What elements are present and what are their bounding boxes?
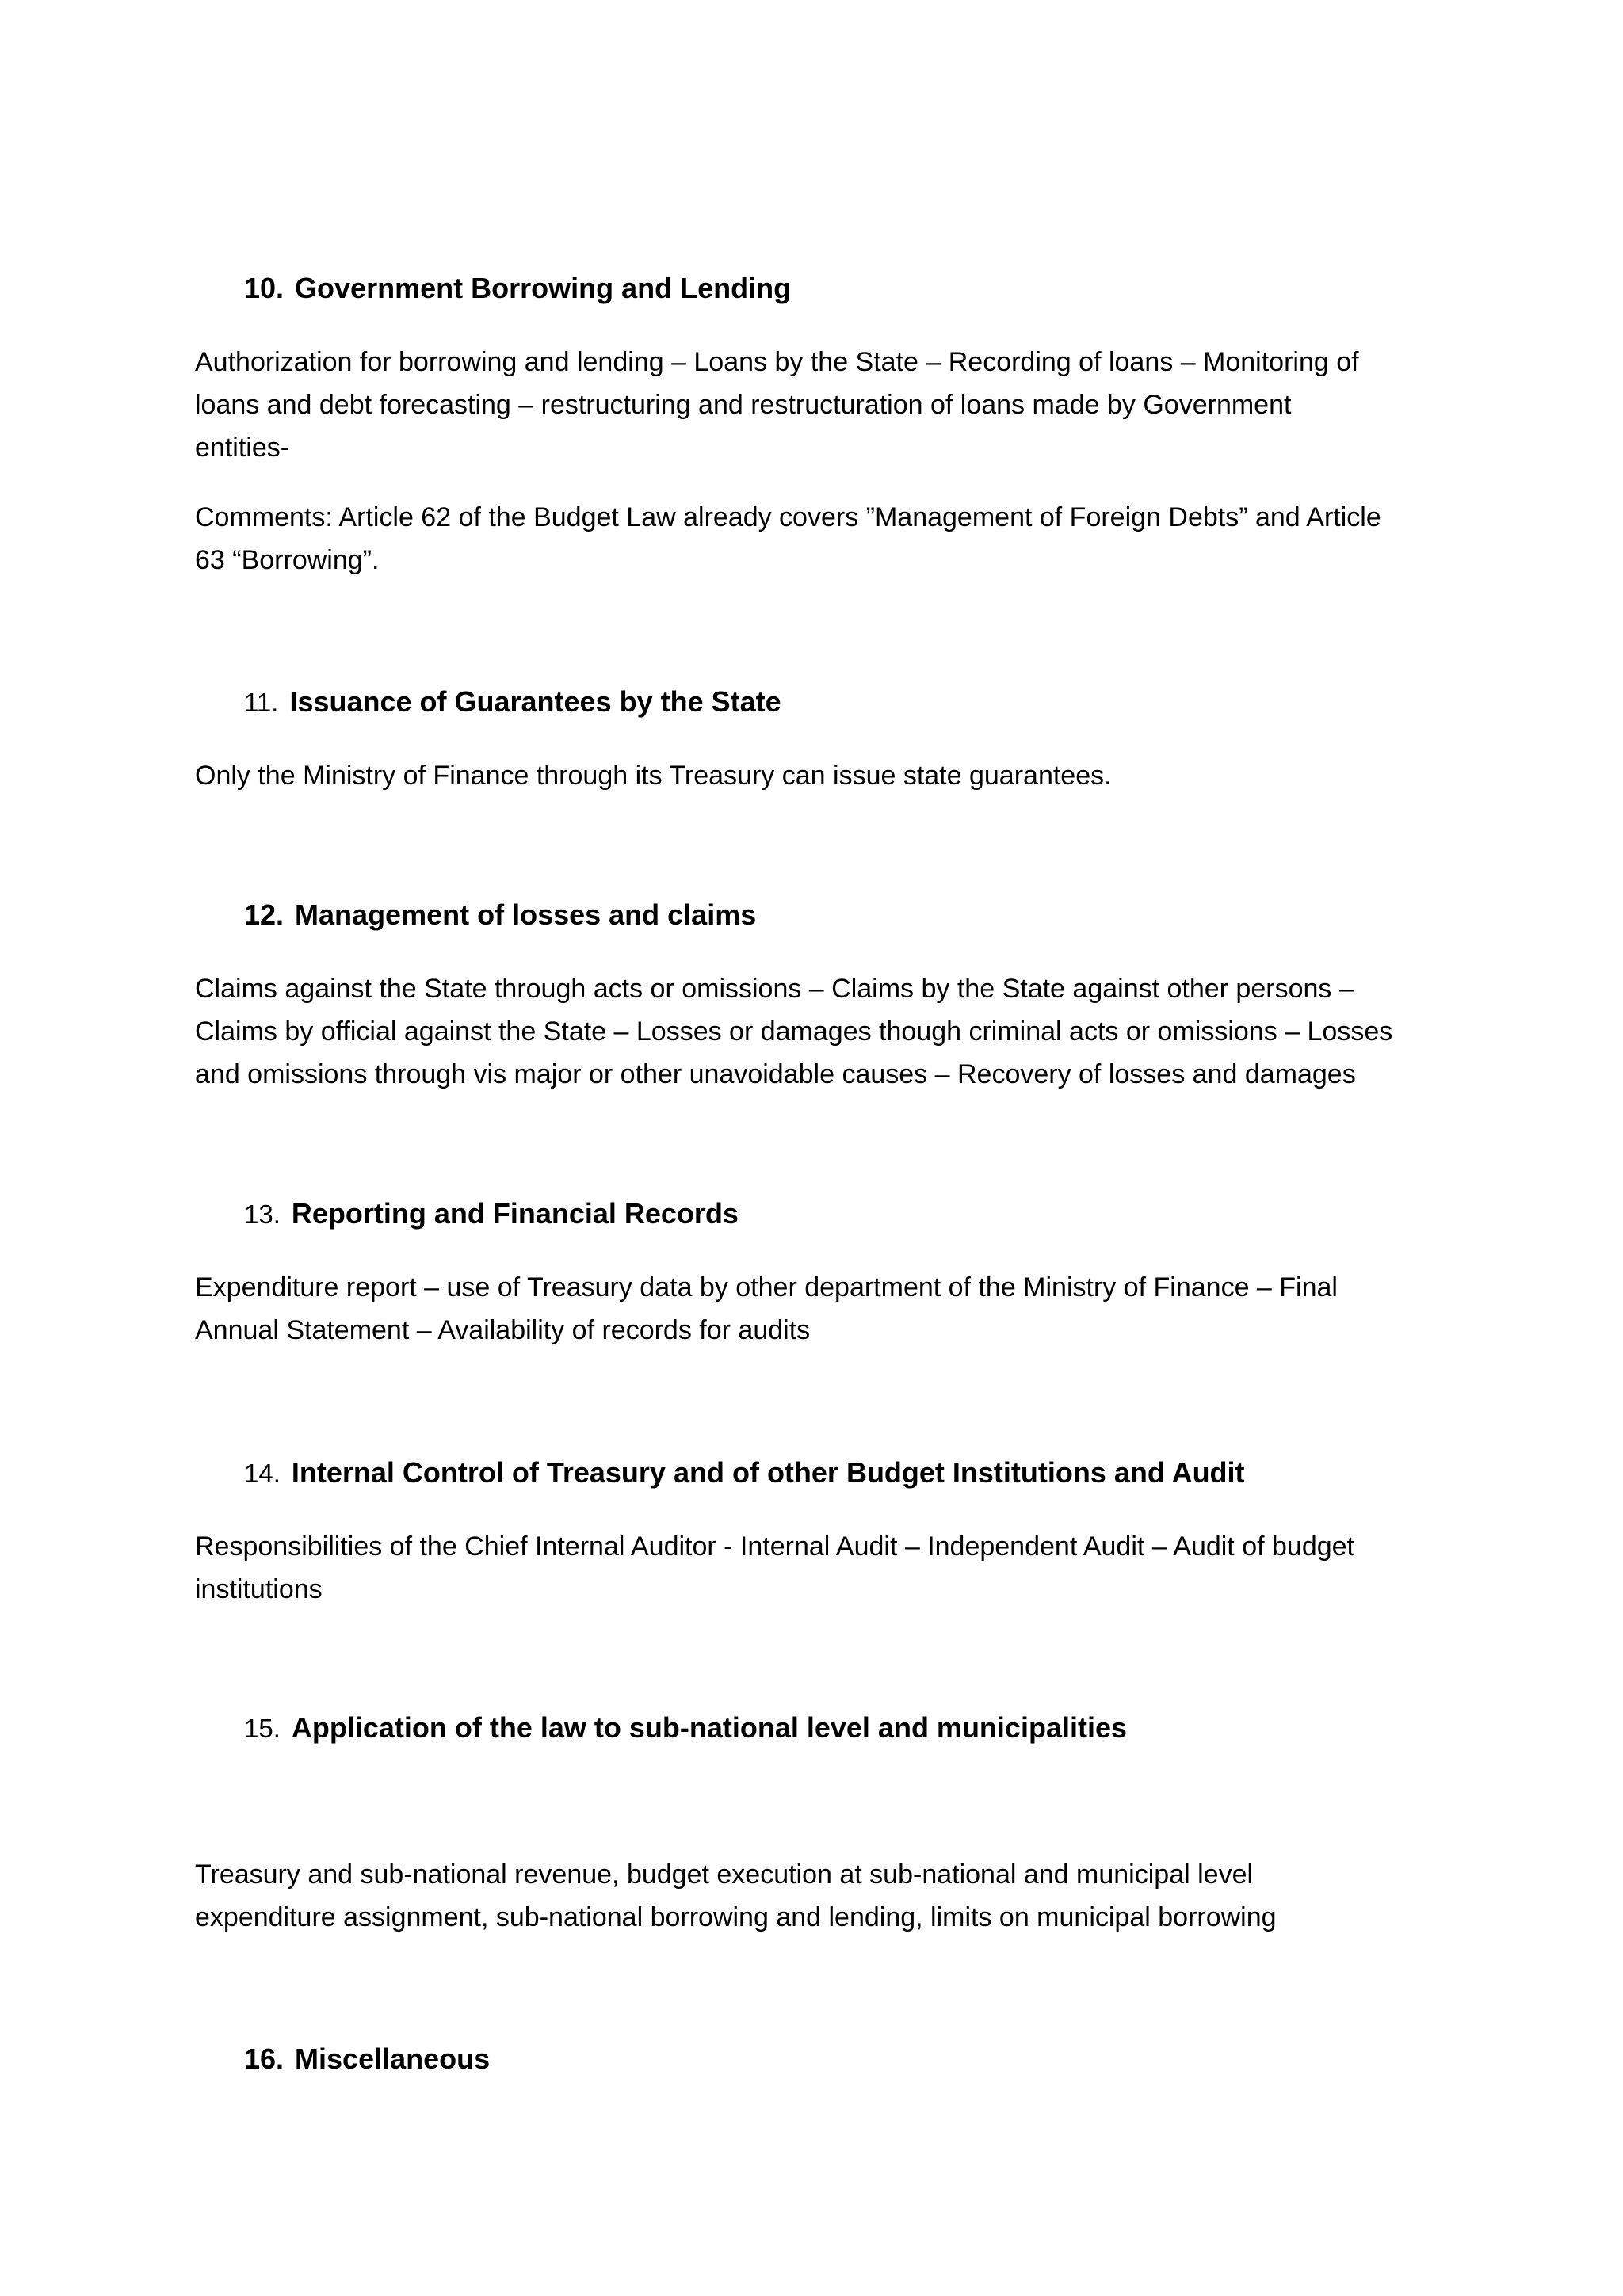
section-title: Issuance of Guarantees by the State xyxy=(289,685,781,718)
section-paragraph xyxy=(195,967,1447,1096)
text-line: loans and debt forecasting – restructuring and restructuration of loans made by Government xyxy=(195,390,1292,420)
section-title: Government Borrowing and Lending xyxy=(295,272,792,304)
section-number: 10. xyxy=(244,272,285,304)
section-number: 11. xyxy=(244,688,279,717)
section-heading-16 xyxy=(244,2042,490,2076)
section-heading-10 xyxy=(244,272,791,305)
text-line: Annual Statement – Availability of records for audits xyxy=(195,1315,811,1345)
section-heading-12 xyxy=(244,898,756,932)
text-line: institutions xyxy=(195,1574,323,1604)
section-title: Internal Control of Treasury and of other Budget Institutions and Audit xyxy=(291,1456,1245,1489)
text-line: Claims by official against the State – Losses or damages though criminal acts or omissions – Losses xyxy=(195,1016,1393,1047)
section-number: 13. xyxy=(244,1199,281,1229)
text-line: expenditure assignment, sub-national borrowing and lending, limits on municipal borrowing xyxy=(195,1902,1277,1932)
section-paragraph xyxy=(195,496,1447,582)
text-line: Authorization for borrowing and lending – Loans by the State – Recording of loans – Monitoring of xyxy=(195,347,1359,377)
section-title: Miscellaneous xyxy=(295,2042,491,2075)
text-line: Expenditure report – use of Treasury data by other department of the Ministry of Finance – Final xyxy=(195,1272,1338,1302)
text-line: Responsibilities of the Chief Internal Auditor - Internal Audit – Independent Audit – Audit of budget xyxy=(195,1531,1354,1562)
section-paragraph xyxy=(195,1853,1447,1939)
section-number: 15. xyxy=(244,1714,281,1743)
section-heading-15 xyxy=(244,1711,1127,1745)
section-title: Application of the law to sub-national level and municipalities xyxy=(291,1711,1127,1744)
section-paragraph xyxy=(195,754,1447,797)
text-line: 63 “Borrowing”. xyxy=(195,545,380,575)
section-heading-11 xyxy=(244,685,781,719)
section-heading-14 xyxy=(244,1456,1245,1489)
text-line: Claims against the State through acts or omissions – Claims by the State against other persons – xyxy=(195,974,1354,1004)
section-number: 14. xyxy=(244,1459,281,1488)
section-paragraph xyxy=(195,1525,1447,1611)
text-line: Comments: Article 62 of the Budget Law already covers ”Management of Foreign Debts” and Article xyxy=(195,502,1381,532)
section-paragraph xyxy=(195,1266,1447,1352)
section-number: 12. xyxy=(244,898,285,931)
section-title: Reporting and Financial Records xyxy=(291,1197,739,1230)
section-paragraph xyxy=(195,341,1447,469)
section-number: 16. xyxy=(244,2042,285,2075)
text-line: and omissions through vis major or other unavoidable causes – Recovery of losses and damages xyxy=(195,1059,1356,1089)
text-line: entities- xyxy=(195,433,290,463)
text-line: Treasury and sub-national revenue, budget execution at sub-national and municipal level xyxy=(195,1859,1254,1890)
section-title: Management of losses and claims xyxy=(295,898,757,931)
text-line: Only the Ministry of Finance through its Treasury can issue state guarantees. xyxy=(195,761,1112,791)
section-heading-13 xyxy=(244,1197,739,1230)
